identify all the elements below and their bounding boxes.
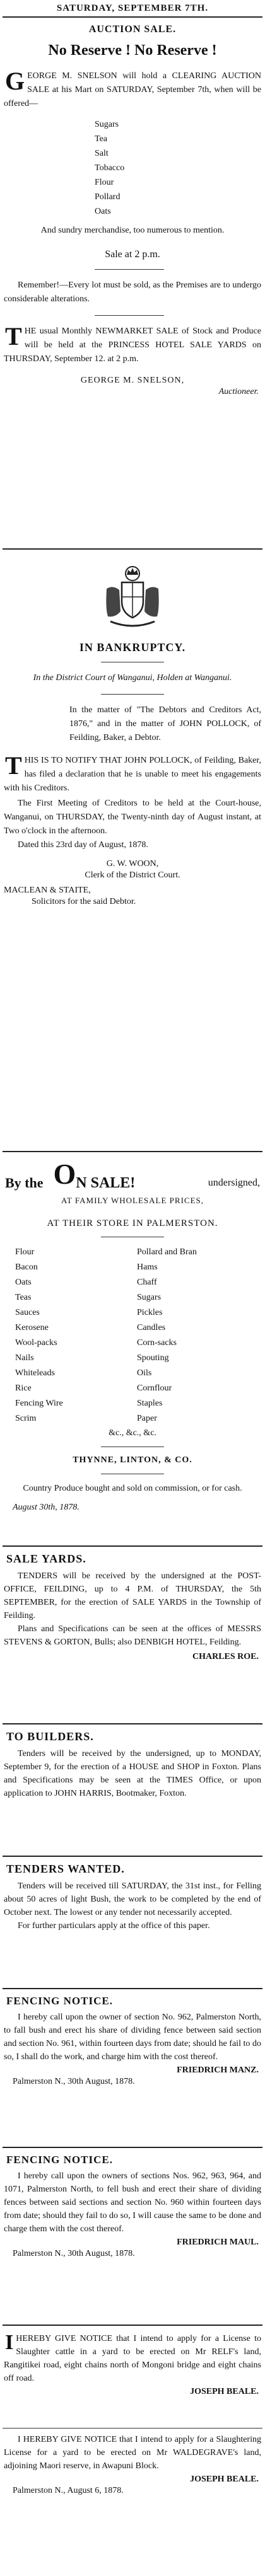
builders-heading: TO BUILDERS. <box>6 1730 94 1743</box>
tenders-ad <box>0 1861 265 1984</box>
list-item: Spouting <box>137 1353 169 1363</box>
country-produce: Country Produce bought and sold on commission, or for cash. <box>23 1484 242 1493</box>
drop-cap: G <box>5 67 25 95</box>
sale-yards-plans: Plans and Specifications can be seen at the offices of MESSRS STEVENS & GORTON, Bulls; also DENBIGH HOTEL, Feilding. <box>4 1624 261 1647</box>
on-sale-banner <box>0 1156 265 1189</box>
rule <box>3 2428 262 2429</box>
builders-body: Tenders will be received by the undersigned, up to MONDAY, September 9, for the erection of a HOUSE and SHOP in Foxton. Plans and Specifications may be seen at the TIMES Office, or upon application to JOHN HARRIS, Bootmaker, Foxton. <box>4 1749 261 1798</box>
auction-remember: Remember!—Every lot must be sold, as the Premises are to undergo considerable alterations. <box>4 280 261 304</box>
sale-yards-heading: SALE YARDS. <box>6 1552 86 1565</box>
list-item: Fencing Wire <box>15 1399 63 1408</box>
undersigned-label: undersigned, <box>208 1177 260 1188</box>
divider <box>95 269 164 270</box>
auction-items-list <box>0 117 265 219</box>
bankruptcy-notice <box>0 553 265 1146</box>
rule <box>3 2147 262 2148</box>
monthly-sale <box>0 322 265 366</box>
date-line <box>0 3 265 14</box>
list-item: Wool-packs <box>15 1338 57 1348</box>
license-text: HEREBY GIVE NOTICE that I intend to apply for a License to Slaughter cattle in a yard to be erected on Mr RELF's land, Rangitikei road, eight chains north of Mongoni bridge and eight chains off road. <box>4 2334 261 2383</box>
list-item: Staples <box>137 1399 163 1408</box>
list-item: Oats <box>15 1278 32 1287</box>
drop-cap: T <box>5 322 22 350</box>
list-item: Corn-sacks <box>137 1338 177 1348</box>
sale-word: N SALE! <box>76 1175 136 1191</box>
court-name: In the District Court of Wanganui, Holden at Wanganui. <box>33 673 232 683</box>
auction-heading: AUCTION SALE. <box>88 24 177 35</box>
rule <box>3 1545 262 1547</box>
sale-time: Sale at 2 p.m. <box>105 249 160 260</box>
auction-signature: GEORGE M. SNELSON, <box>80 376 185 385</box>
fencing-notice-1 <box>0 1993 265 2143</box>
list-item: Sugars <box>95 120 119 129</box>
notify-text: HIS IS TO NOTIFY THAT JOHN POLLOCK, of Feilding, Baker, has filed a declaration that he is unable to meet his engagements with his Creditors. <box>4 756 261 793</box>
big-o-letter: O <box>53 1158 76 1190</box>
list-item: Pollard <box>95 192 121 202</box>
list-item: Rice <box>15 1383 32 1393</box>
list-item: Pollard and Bran <box>137 1247 197 1257</box>
list-item: Tea <box>95 134 108 144</box>
list-item: Paper <box>137 1414 157 1423</box>
fencing-signature: FRIEDRICH MAUL. <box>177 2238 259 2247</box>
fencing-notice-2 <box>0 2152 265 2321</box>
goods-left-column <box>15 1245 137 1426</box>
fencing-signature: FRIEDRICH MANZ. <box>177 2065 259 2075</box>
rule <box>3 2325 262 2326</box>
by-the-label: By the <box>5 1175 44 1191</box>
clerk-title: Clerk of the District Court. <box>85 870 180 880</box>
rule <box>3 1151 262 1152</box>
date-text: SATURDAY, SEPTEMBER 7TH. <box>56 3 209 13</box>
wholesale-prices: AT FAMILY WHOLESALE PRICES, <box>61 1196 204 1205</box>
auction-ad <box>0 21 265 545</box>
tenders-particulars: For further particulars apply at the office of this paper. <box>18 1921 210 1931</box>
list-item: Teas <box>15 1293 32 1302</box>
bankruptcy-heading: IN BANKRUPTCY. <box>79 641 186 654</box>
store-location: AT THEIR STORE IN PALMERSTON. <box>47 1218 218 1228</box>
monthly-sale-text: HE usual Monthly NEWMARKET SALE of Stock and Produce will be held at the PRINCESS HOTEL SALE YARDS on THURSDAY, September 12. at 2 p.m. <box>4 326 261 364</box>
firm-name: THYNNE, LINTON, & CO. <box>73 1455 192 1465</box>
license-notice-1 <box>0 2330 265 2424</box>
bankruptcy-matter: In the matter of "The Debtors and Creditors Act, 1876," and in the matter of JOHN POLLOCK, of Feilding, Baker, a Debtor. <box>69 705 261 742</box>
list-item: Candles <box>137 1323 166 1332</box>
license-signature: JOSEPH BEALE. <box>190 2387 259 2396</box>
builders-ad <box>0 1728 265 1852</box>
fencing-date: Palmerston N., 30th August, 1878. <box>13 2249 135 2258</box>
list-item: Flour <box>15 1247 35 1257</box>
list-item: Bacon <box>15 1262 38 1272</box>
goods-columns <box>0 1245 265 1426</box>
rule <box>3 548 262 550</box>
list-item: Scrim <box>15 1414 37 1423</box>
list-item: Nails <box>15 1353 34 1363</box>
sale-yards-ad <box>0 1551 265 1719</box>
fencing-heading: FENCING NOTICE. <box>6 1995 113 2007</box>
list-item: Sugars <box>137 1293 162 1302</box>
license-signature: JOSEPH BEALE. <box>190 2475 259 2484</box>
list-item: Kerosene <box>15 1323 49 1332</box>
solicitors-names: MACLEAN & STAITE, <box>4 886 91 895</box>
list-item: Chaff <box>137 1278 157 1287</box>
auction-signature-title: Auctioneer. <box>218 387 259 396</box>
no-reserve-banner: No Reserve ! No Reserve ! <box>48 42 217 59</box>
fencing-heading: FENCING NOTICE. <box>6 2154 113 2166</box>
rule <box>3 1723 262 1724</box>
list-item: Oils <box>137 1368 152 1378</box>
license-notice-2 <box>0 2432 265 2573</box>
divider <box>95 315 164 316</box>
drop-cap: T <box>5 751 22 780</box>
rule <box>3 16 262 18</box>
list-item: Hams <box>137 1262 158 1272</box>
list-item: Whiteleads <box>15 1368 55 1378</box>
fencing-body: I hereby call upon the owner of section No. 962, Palmerston North, to fall bush and erect his share of dividing fence between said section and section No. 961, within fourteen days from date; should he fail to do so, I shall do the work, and charge him with the cost thereof. <box>4 2013 261 2062</box>
fencing-body: I hereby call upon the owners of sections Nos. 962, 963, 964, and 1071, Palmerston North, to fell bush and erect their share of dividing fences between said sections and section No. 960 within fourteen days from date; should they fail to do so, I will cause the same to be done and charge them with the cost thereof. <box>4 2171 261 2234</box>
auction-intro <box>0 69 265 111</box>
sale-yards-body: TENDERS will be received by the undersigned at the POST-OFFICE, FEILDING, up to 4 P.M. of THURSDAY, the 5th SEPTEMBER, for the erection of SALE YARDS in the Township of Feilding. <box>4 1571 261 1620</box>
tenders-body: Tenders will be received till SATURDAY, the 31st inst., for Felling about 50 acres of light Bush, the work to be completed by the end of October next. The lowest or any tender not necessarily accepted. <box>4 1881 261 1917</box>
notify-paragraph <box>0 751 265 795</box>
creditors-meeting: The First Meeting of Creditors to be held at the Court-house, Wanganui, on THURSDAY, the Twenty-ninth day of August instant, at Two o'clock in the afternoon. <box>4 799 261 836</box>
list-item: Salt <box>95 149 109 158</box>
drop-cap: I <box>5 2331 14 2354</box>
auction-sundry: And sundry merchandise, too numerous to mention. <box>40 226 225 235</box>
rule <box>3 1856 262 1857</box>
license-body <box>0 2332 265 2385</box>
divider <box>101 694 164 695</box>
auction-intro-text: EORGE M. SNELSON will hold a CLEARING AUCTION SALE at his Mart on SATURDAY, September 7th, when will be offered— <box>4 71 261 108</box>
list-item: Sauces <box>15 1308 40 1317</box>
list-item: Tobacco <box>95 163 125 173</box>
list-item: Cornflour <box>137 1383 172 1393</box>
goods-right-column <box>137 1245 259 1426</box>
on-sale-ad <box>0 1156 265 1542</box>
list-item: Oats <box>95 207 111 216</box>
dated-line: Dated this 23rd day of August, 1878. <box>18 840 148 850</box>
sale-yards-signature: CHARLES ROE. <box>192 1652 259 1661</box>
solicitors-line: Solicitors for the said Debtor. <box>32 897 136 906</box>
etc-line: &c., &c., &c. <box>109 1428 156 1438</box>
list-item: Flour <box>95 178 114 187</box>
tenders-heading: TENDERS WANTED. <box>6 1863 125 1875</box>
list-item: Pickles <box>137 1308 163 1317</box>
fencing-date: Palmerston N., 30th August, 1878. <box>13 2077 135 2086</box>
license-body: I HEREBY GIVE NOTICE that I intend to apply for a Slaughtering License for a yard to be erected on Mr WALDEGRAVE's land, adjoining Maori reserve, in Awapuni Block. <box>4 2435 261 2471</box>
coat-of-arms-icon <box>98 562 167 632</box>
royal-coat-of-arms <box>0 562 265 635</box>
bankruptcy-signature: G. W. WOON, <box>106 859 159 869</box>
rule <box>3 1988 262 1989</box>
license-date: Palmerston N., August 6, 1878. <box>13 2486 124 2495</box>
on-sale-date: August 30th, 1878. <box>13 1503 80 1512</box>
